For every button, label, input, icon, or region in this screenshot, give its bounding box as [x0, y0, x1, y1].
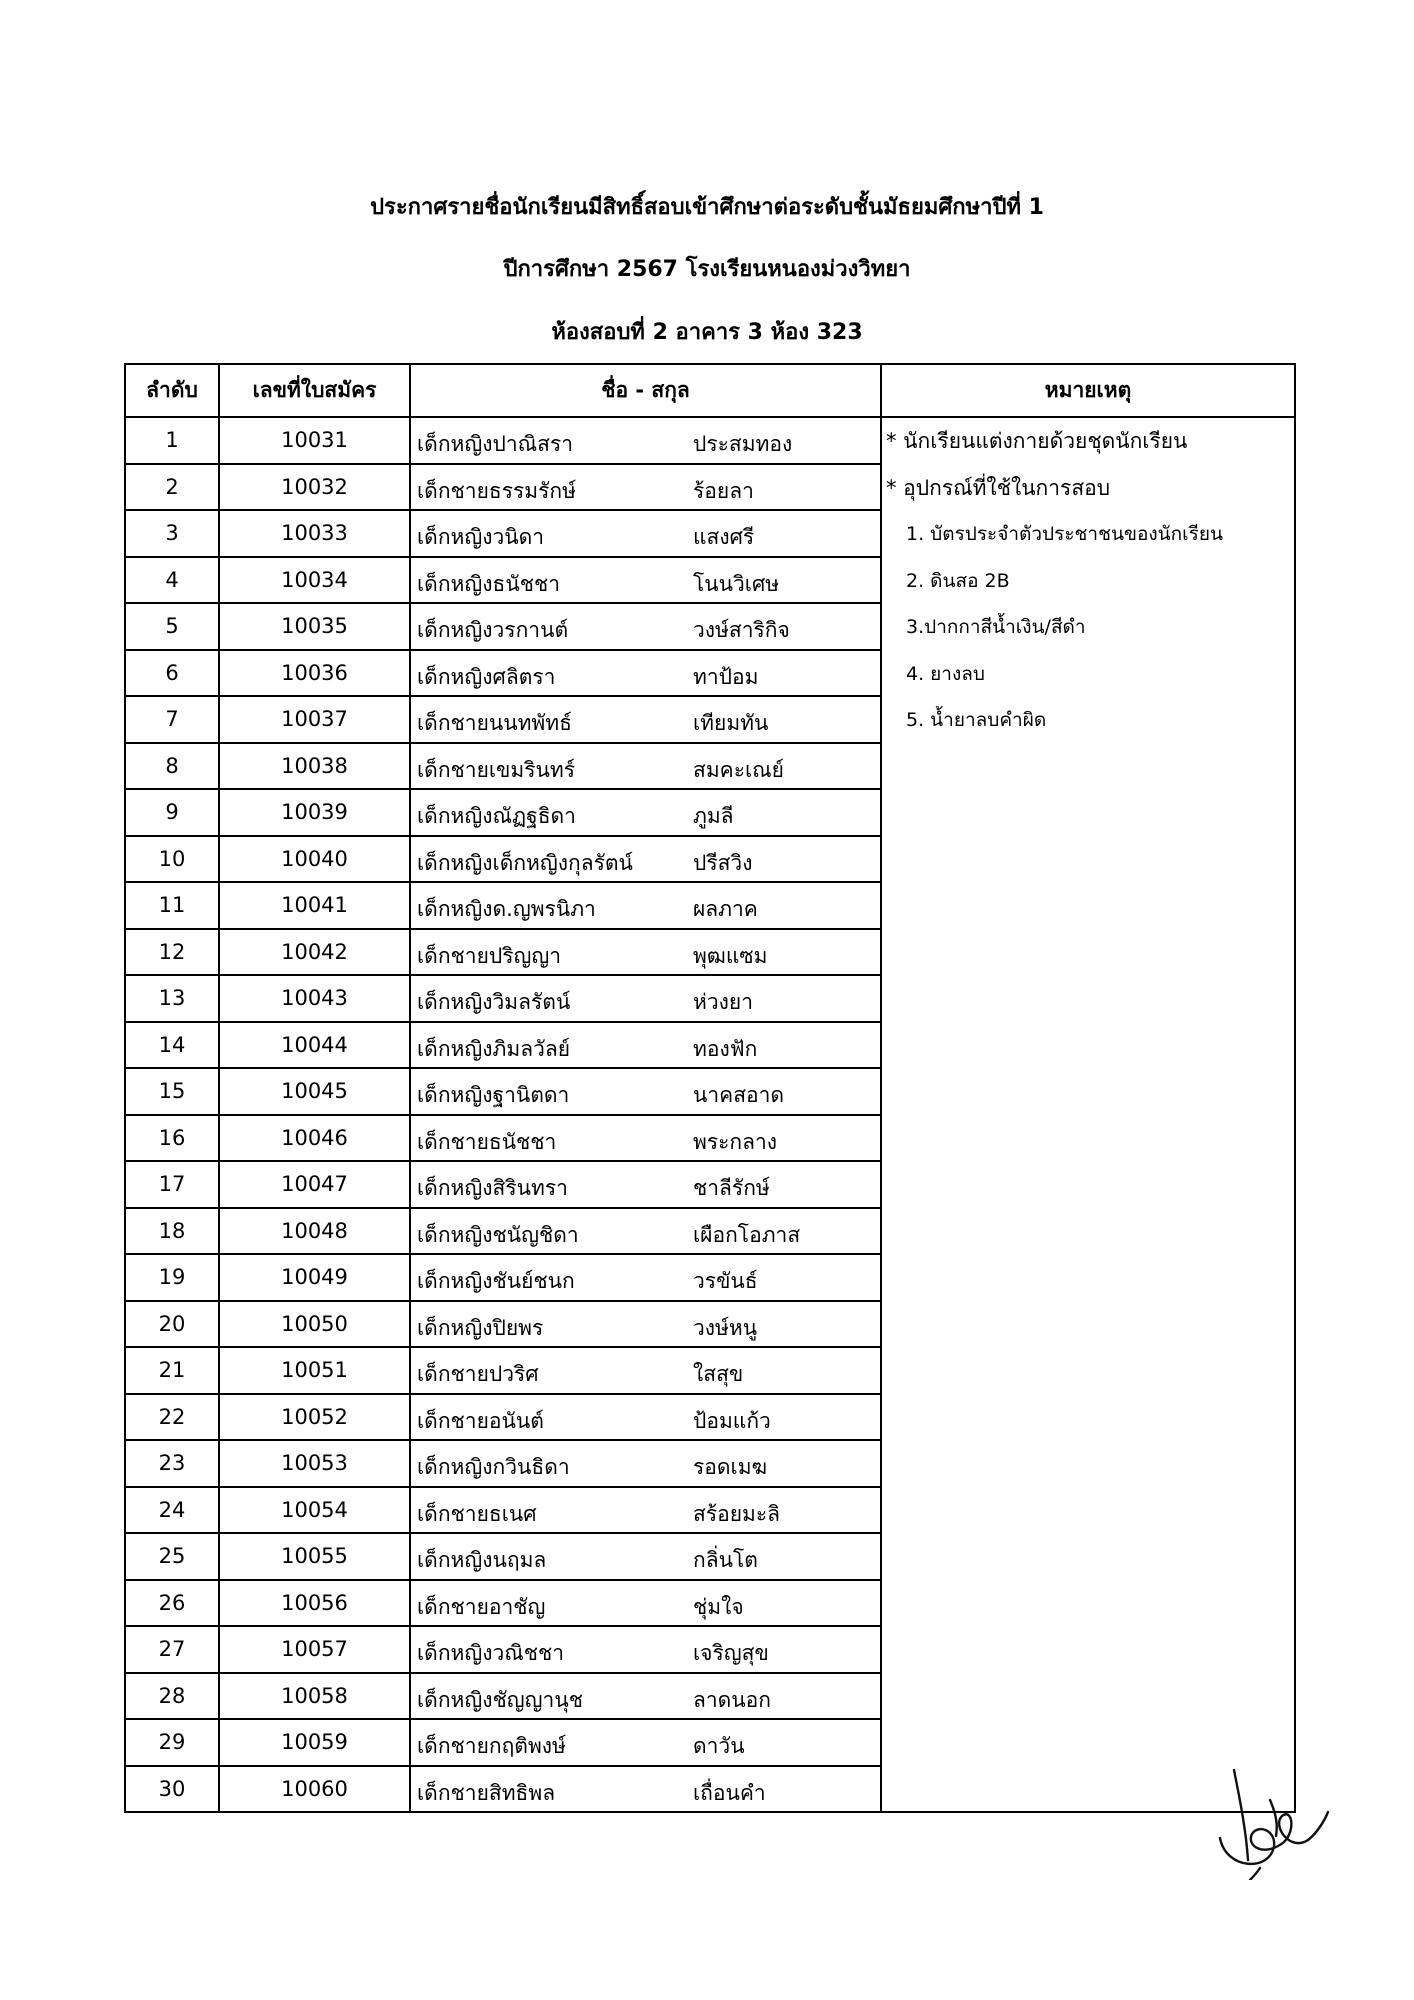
- table-header-row: [125, 364, 1295, 417]
- student-surname: ร้อยลา: [693, 478, 754, 503]
- student-name-cell: [410, 1673, 881, 1720]
- row-number: 12: [125, 929, 219, 976]
- application-number: 10042: [219, 929, 410, 976]
- row-number: 7: [125, 696, 219, 743]
- student-surname: ลาดนอก: [693, 1687, 771, 1712]
- header-number: ลำดับ: [125, 364, 219, 417]
- student-given-name: เด็กหญิงเด็กหญิงกุลรัตน์: [417, 850, 633, 875]
- application-number: 10048: [219, 1208, 410, 1255]
- student-name-cell: [410, 1068, 881, 1115]
- student-name-cell: [410, 417, 881, 464]
- student-given-name: เด็กชายสิทธิพล: [417, 1780, 556, 1805]
- header-name: ชื่อ - สกุล: [410, 364, 881, 417]
- student-given-name: เด็กชายธนัชชา: [417, 1129, 557, 1154]
- application-number: 10053: [219, 1440, 410, 1487]
- student-given-name: เด็กชายธรรมรักษ์: [417, 478, 576, 503]
- student-name-cell: [410, 1580, 881, 1627]
- student-surname: ทาป้อม: [693, 664, 759, 689]
- student-name-cell: [410, 929, 881, 976]
- student-name-cell: [410, 603, 881, 650]
- header-application-number: เลขที่ใบสมัคร: [219, 364, 410, 417]
- student-surname: นาคสอาด: [693, 1083, 785, 1107]
- student-surname: เจริญสุข: [693, 1641, 769, 1665]
- student-name-cell: [410, 464, 881, 511]
- student-given-name: เด็กหญิงนฤมล: [417, 1548, 547, 1572]
- student-surname: วงษ์หนู: [693, 1315, 758, 1340]
- student-given-name: เด็กหญิงปาณิสรา: [417, 432, 574, 456]
- application-number: 10036: [219, 650, 410, 697]
- row-number: 9: [125, 789, 219, 836]
- student-name-cell: [410, 510, 881, 557]
- row-number: 2: [125, 464, 219, 511]
- student-surname: กลิ่นโต: [693, 1548, 758, 1572]
- row-number: 21: [125, 1347, 219, 1394]
- application-number: 10034: [219, 557, 410, 604]
- student-name-cell: [410, 696, 881, 743]
- row-number: 1: [125, 417, 219, 464]
- row-number: 14: [125, 1022, 219, 1069]
- student-name-cell: [410, 557, 881, 604]
- student-name-cell: [410, 1161, 881, 1208]
- student-surname: รอดเมฆ: [693, 1455, 768, 1479]
- application-number: 10032: [219, 464, 410, 511]
- student-surname: ชาลีรักษ์: [693, 1176, 770, 1200]
- student-name-cell: [410, 882, 881, 929]
- row-number: 8: [125, 743, 219, 790]
- row-number: 27: [125, 1626, 219, 1673]
- application-number: 10043: [219, 975, 410, 1022]
- row-number: 6: [125, 650, 219, 697]
- application-number: 10039: [219, 789, 410, 836]
- row-number: 25: [125, 1533, 219, 1580]
- row-number: 3: [125, 510, 219, 557]
- student-name-cell: [410, 789, 881, 836]
- row-number: 29: [125, 1719, 219, 1766]
- remark-equipment-heading: * อุปกรณ์ที่ใช้ในการสอบ: [886, 475, 1111, 500]
- student-surname: ดาวัน: [693, 1734, 745, 1758]
- row-number: 23: [125, 1440, 219, 1487]
- academic-year-school: ปีการศึกษา 2567 โรงเรียนหนองม่วงวิทยา: [503, 257, 911, 282]
- student-surname: ใสสุข: [693, 1362, 744, 1386]
- student-surname: วรขันธ์: [693, 1269, 758, 1293]
- student-given-name: เด็กหญิงวนิดา: [417, 525, 545, 549]
- student-name-cell: [410, 1626, 881, 1673]
- student-given-name: เด็กหญิงวรกานต์: [417, 618, 569, 642]
- row-number: 28: [125, 1673, 219, 1720]
- student-name-cell: [410, 1719, 881, 1766]
- application-number: 10035: [219, 603, 410, 650]
- student-given-name: เด็กชายกฤติพงษ์: [417, 1734, 566, 1758]
- student-name-cell: [410, 650, 881, 697]
- student-given-name: เด็กชายอนันต์: [417, 1408, 544, 1433]
- student-surname: ป้อมแก้ว: [693, 1408, 771, 1433]
- student-surname: พุฒแซม: [693, 943, 768, 968]
- student-given-name: เด็กหญิงสิรินทรา: [417, 1176, 568, 1200]
- student-given-name: เด็กชายธเนศ: [417, 1501, 537, 1526]
- student-name-cell: [410, 1022, 881, 1069]
- application-number: 10037: [219, 696, 410, 743]
- student-given-name: เด็กชายนนทพัทธ์: [417, 711, 572, 735]
- application-number: 10054: [219, 1487, 410, 1534]
- application-number: 10046: [219, 1115, 410, 1162]
- student-surname: สร้อยมะลิ: [693, 1501, 781, 1526]
- student-surname: โนนวิเศษ: [693, 571, 780, 596]
- student-given-name: เด็กชายอาชัญ: [417, 1594, 546, 1619]
- student-name-cell: [410, 1347, 881, 1394]
- application-number: 10056: [219, 1580, 410, 1627]
- application-number: 10031: [219, 417, 410, 464]
- row-number: 5: [125, 603, 219, 650]
- announcement-title: ประกาศรายชื่อนักเรียนมีสิทธิ์สอบเข้าศึกษาต่อระดับชั้นมัธยมศึกษาปีที่ 1: [370, 195, 1044, 220]
- student-given-name: เด็กหญิงวิมลรัตน์: [417, 990, 571, 1014]
- row-number: 22: [125, 1394, 219, 1441]
- row-number: 24: [125, 1487, 219, 1534]
- remark-equipment-item: 3.ปากกาสีน้ำเงิน/สีดำ: [906, 616, 1086, 638]
- student-name-cell: [410, 1487, 881, 1534]
- application-number: 10038: [219, 743, 410, 790]
- student-surname: แสงศรี: [693, 525, 755, 549]
- row-number: 30: [125, 1766, 219, 1813]
- remark-equipment-item: 4. ยางลบ: [906, 662, 985, 685]
- student-name-cell: [410, 1394, 881, 1441]
- application-number: 10057: [219, 1626, 410, 1673]
- student-name-cell: [410, 1208, 881, 1255]
- student-given-name: เด็กหญิงปิยพร: [417, 1315, 544, 1340]
- application-number: 10049: [219, 1254, 410, 1301]
- student-name-cell: [410, 975, 881, 1022]
- student-name-cell: [410, 743, 881, 790]
- application-number: 10041: [219, 882, 410, 929]
- student-surname: เผือกโอภาส: [693, 1222, 801, 1247]
- student-surname: ชุ่มใจ: [693, 1594, 744, 1619]
- application-number: 10047: [219, 1161, 410, 1208]
- student-given-name: เด็กหญิงณัฏฐธิดา: [417, 804, 576, 828]
- application-number: 10045: [219, 1068, 410, 1115]
- remark-equipment-item: 2. ดินสอ 2B: [906, 569, 1010, 592]
- student-surname: สมคะเณย์: [693, 757, 784, 782]
- student-surname: ภูมลี: [693, 804, 734, 828]
- row-number: 16: [125, 1115, 219, 1162]
- remarks-cell: [881, 417, 1295, 1812]
- row-number: 15: [125, 1068, 219, 1115]
- student-given-name: เด็กหญิงชัญญานุช: [417, 1687, 583, 1712]
- application-number: 10060: [219, 1766, 410, 1813]
- student-surname: เถื่อนคำ: [693, 1780, 766, 1805]
- row-number: 20: [125, 1301, 219, 1348]
- application-number: 10033: [219, 510, 410, 557]
- remark-equipment-item: 1. บัตรประจำตัวประชาชนของนักเรียน: [906, 523, 1223, 545]
- student-surname: วงษ์สาริกิจ: [693, 618, 790, 642]
- signature: [1212, 1760, 1332, 1880]
- row-number: 13: [125, 975, 219, 1022]
- student-name-cell: [410, 1254, 881, 1301]
- student-given-name: เด็กชายปวริศ: [417, 1362, 539, 1386]
- application-number: 10050: [219, 1301, 410, 1348]
- student-given-name: เด็กหญิงธนัชชา: [417, 571, 560, 596]
- student-given-name: เด็กชายปริญญา: [417, 943, 562, 968]
- student-name-cell: [410, 1533, 881, 1580]
- student-given-name: เด็กชายเขมรินทร์: [417, 757, 576, 782]
- row-number: 10: [125, 836, 219, 883]
- student-given-name: เด็กหญิงชนัญชิดา: [417, 1222, 579, 1247]
- student-surname: เทียมทัน: [693, 711, 769, 735]
- student-surname: ห่วงยา: [693, 990, 753, 1014]
- student-name-cell: [410, 1766, 881, 1813]
- student-surname: ทองฟัก: [693, 1036, 758, 1061]
- student-given-name: เด็กหญิงภิมลวัลย์: [417, 1036, 571, 1061]
- application-number: 10044: [219, 1022, 410, 1069]
- remark-equipment-item: 5. น้ำยาลบคำผิด: [906, 709, 1047, 731]
- student-roster-table: [124, 363, 1296, 1813]
- header-remarks: หมายเหตุ: [881, 364, 1295, 417]
- remark-dress-code: * นักเรียนแต่งกายด้วยชุดนักเรียน: [886, 429, 1188, 453]
- application-number: 10051: [219, 1347, 410, 1394]
- student-given-name: เด็กหญิงศลิตรา: [417, 664, 556, 689]
- student-surname: ปรีสวิง: [693, 850, 753, 875]
- student-surname: ประสมทอง: [693, 432, 793, 456]
- student-given-name: เด็กหญิงฐานิตดา: [417, 1083, 570, 1107]
- student-given-name: เด็กหญิงกวินธิดา: [417, 1455, 570, 1479]
- student-given-name: เด็กหญิงชันย์ชนก: [417, 1269, 575, 1293]
- student-name-cell: [410, 1301, 881, 1348]
- application-number: 10040: [219, 836, 410, 883]
- application-number: 10055: [219, 1533, 410, 1580]
- exam-room-info: ห้องสอบที่ 2 อาคาร 3 ห้อง 323: [551, 320, 863, 345]
- student-given-name: เด็กหญิงวณิชชา: [417, 1641, 565, 1665]
- row-number: 4: [125, 557, 219, 604]
- table-row: [125, 417, 1295, 464]
- application-number: 10058: [219, 1673, 410, 1720]
- row-number: 18: [125, 1208, 219, 1255]
- student-name-cell: [410, 836, 881, 883]
- student-given-name: เด็กหญิงด.ญพรนิภา: [417, 897, 596, 921]
- row-number: 19: [125, 1254, 219, 1301]
- application-number: 10059: [219, 1719, 410, 1766]
- application-number: 10052: [219, 1394, 410, 1441]
- row-number: 26: [125, 1580, 219, 1627]
- student-surname: พระกลาง: [693, 1129, 778, 1154]
- student-name-cell: [410, 1440, 881, 1487]
- student-name-cell: [410, 1115, 881, 1162]
- row-number: 17: [125, 1161, 219, 1208]
- row-number: 11: [125, 882, 219, 929]
- student-surname: ผลภาค: [693, 897, 758, 921]
